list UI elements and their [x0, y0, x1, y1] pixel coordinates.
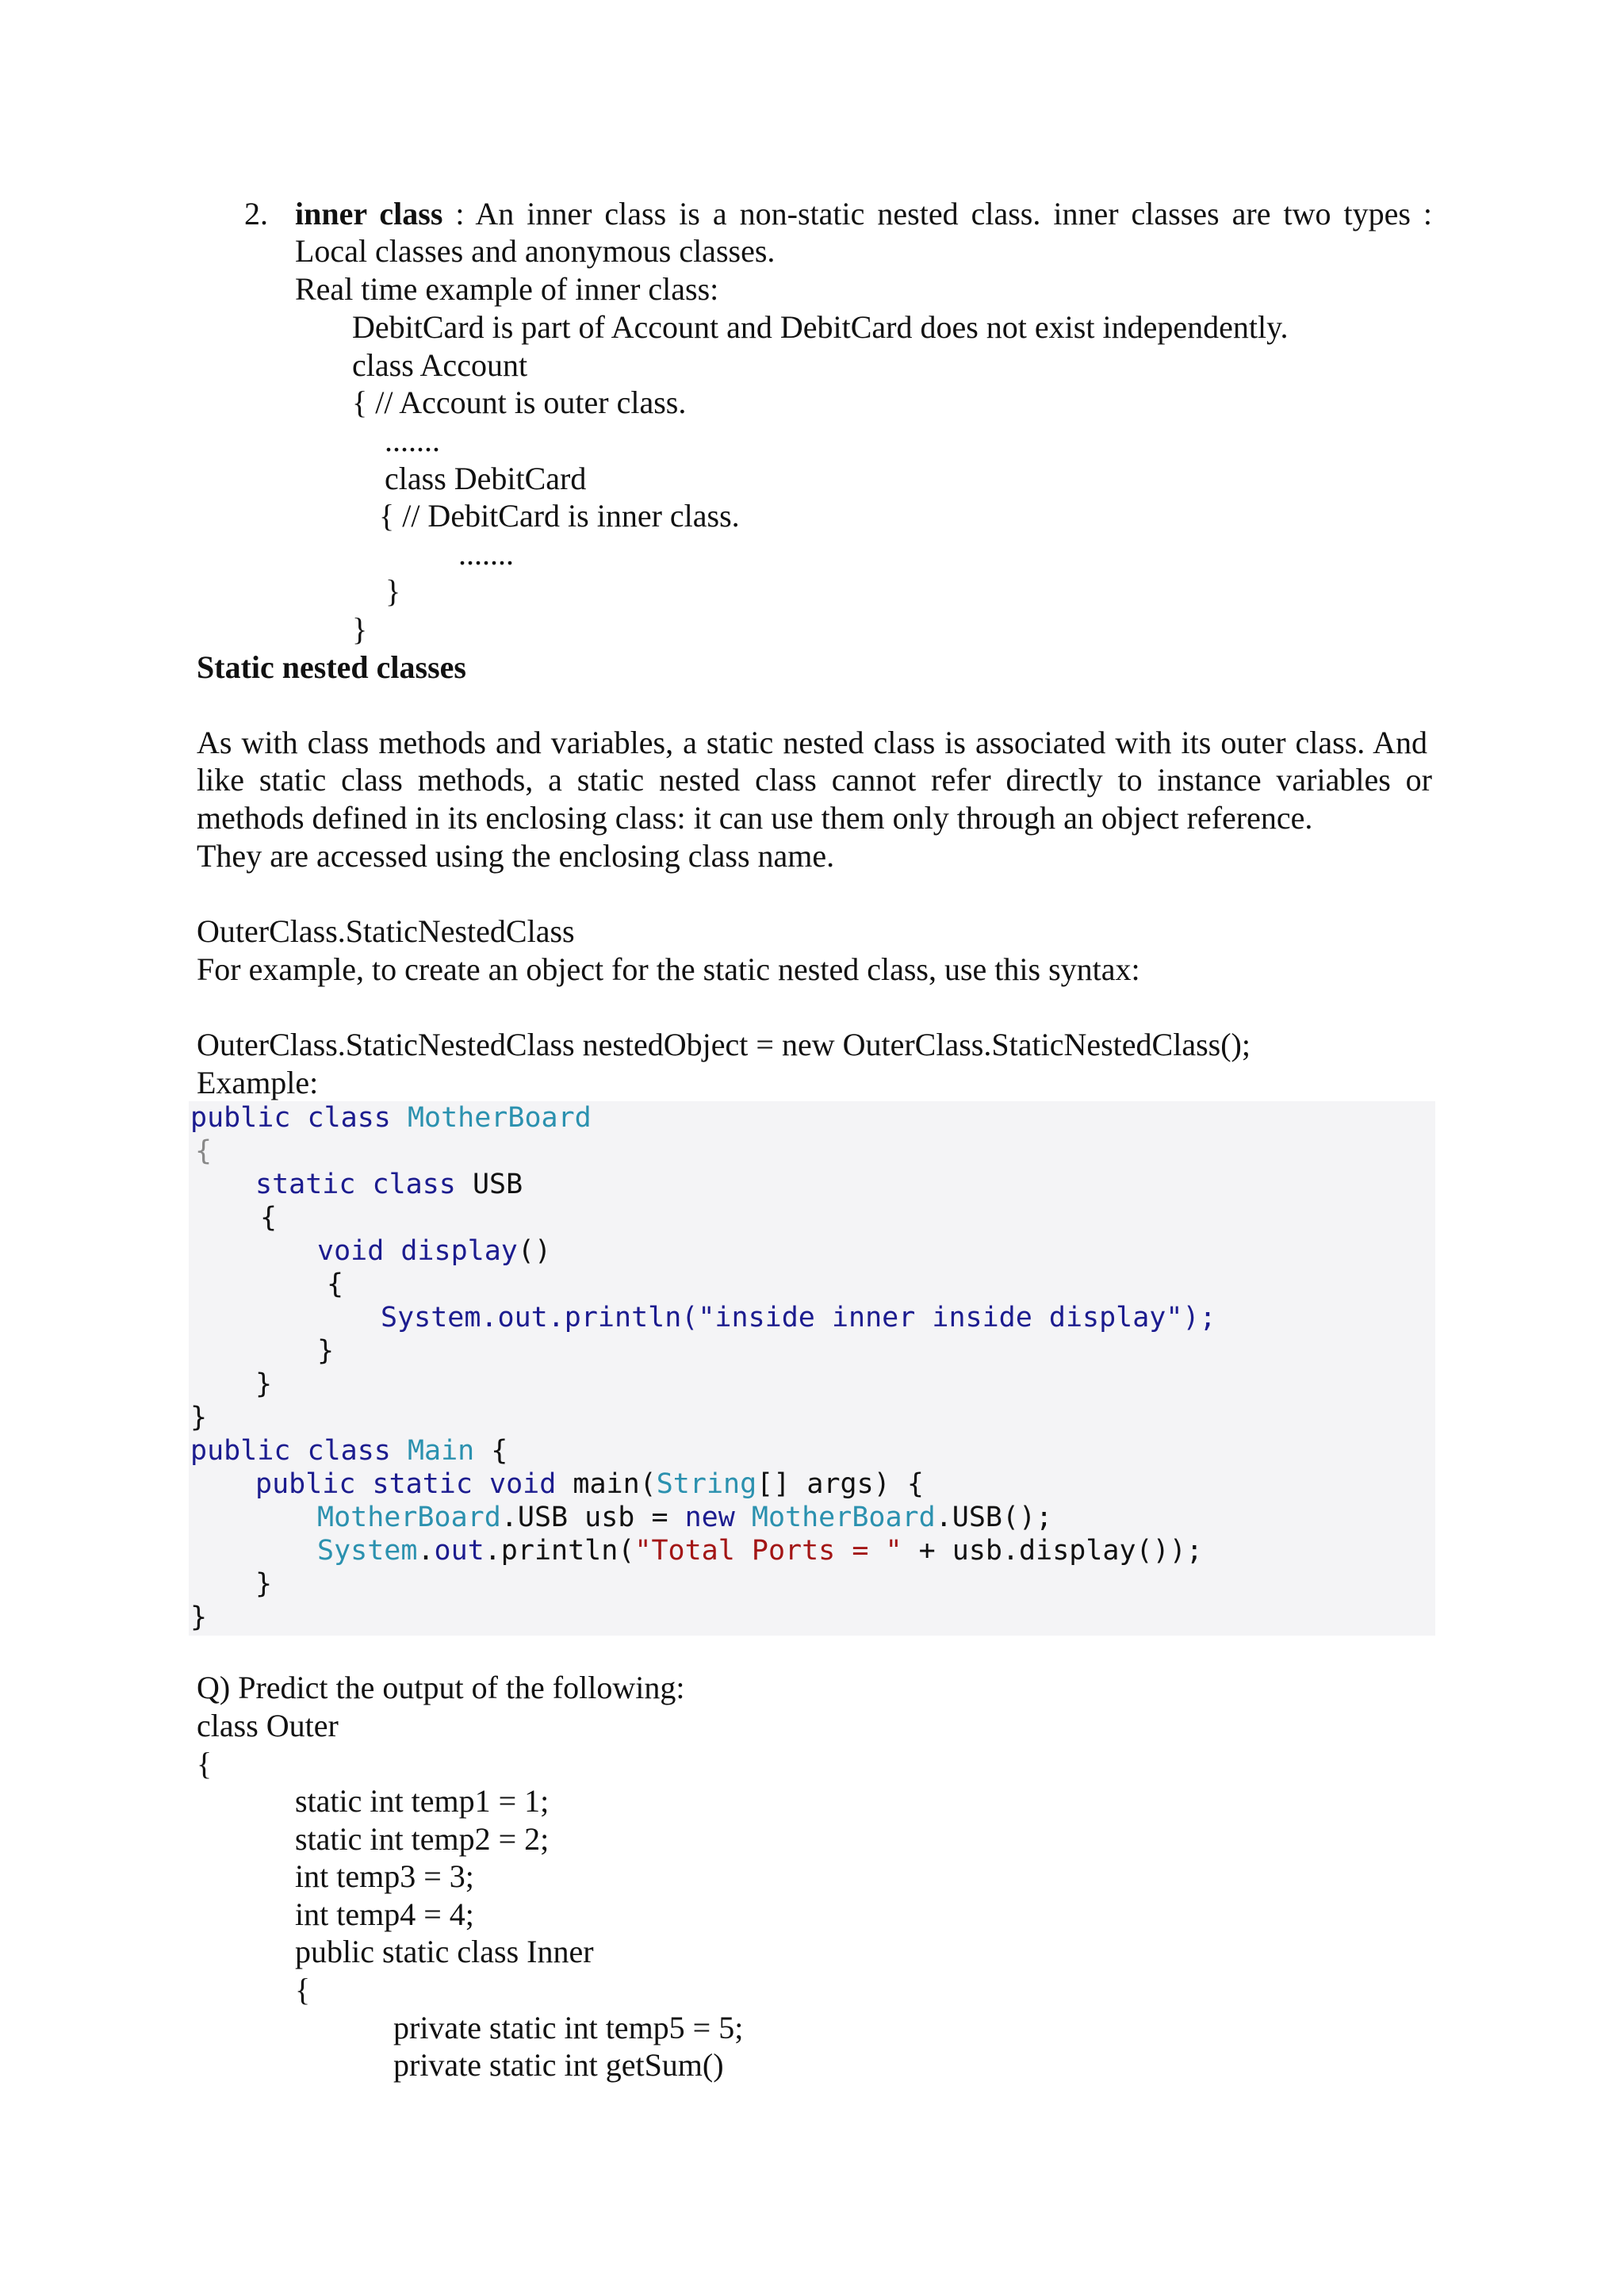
account-code-line: class Account [352, 347, 528, 383]
paragraph-line: As with class methods and variables, a static nested class is associated with its outer class. And [197, 725, 1427, 760]
example-label: Example: [197, 1065, 319, 1100]
account-code-line: ....... [385, 423, 440, 458]
question-code-line: int temp3 = 3; [295, 1858, 474, 1894]
paragraph-line: methods defined in its enclosing class: it can use them only through an object reference. [197, 800, 1313, 836]
code-line: } [190, 1601, 208, 1633]
question-code-line: private static int temp5 = 5; [393, 2010, 744, 2045]
code-line: public class MotherBoard [190, 1102, 592, 1134]
question-code-line: static int temp2 = 2; [295, 1821, 550, 1857]
inner-class-line-3: Real time example of inner class: [295, 271, 719, 307]
inner-class-line-2: Local classes and anonymous classes. [295, 233, 776, 269]
question-code-line: private static int getSum() [393, 2047, 724, 2083]
code-line: static class USB [255, 1169, 523, 1200]
question-code-line: class Outer [197, 1708, 339, 1743]
inner-class-definition: : An inner class is a non-static nested class. inner classes are two types : [455, 196, 1433, 232]
code-line: } [317, 1335, 335, 1367]
question-code-line: { [197, 1746, 213, 1781]
code-line: System.out.println("inside inner inside display"); [381, 1302, 1216, 1334]
syntax-line: OuterClass.StaticNestedClass nestedObject = new OuterClass.StaticNestedClass(); [197, 1027, 1251, 1062]
code-line: { [260, 1202, 278, 1234]
code-line: MotherBoard.USB usb = new MotherBoard.USB(); [317, 1502, 1053, 1533]
syntax-line: OuterClass.StaticNestedClass [197, 913, 575, 949]
account-code-line: { // DebitCard is inner class. [379, 498, 740, 534]
account-code-line: ....... [458, 536, 514, 572]
paragraph-line: like static class methods, a static nested class cannot refer directly to instance variables or [197, 762, 1432, 798]
question-prompt: Q) Predict the output of the following: [197, 1670, 685, 1705]
code-line: System.out.println("Total Ports = " + usb.display()); [317, 1535, 1203, 1567]
question-code-line: int temp4 = 4; [295, 1896, 474, 1932]
list-number: 2. [244, 196, 268, 232]
account-code-line: { // Account is outer class. [352, 385, 687, 420]
paragraph-line: They are accessed using the enclosing class name. [197, 838, 835, 874]
code-line: } [190, 1402, 208, 1433]
account-code-line: } [352, 611, 368, 647]
question-code-line: static int temp1 = 1; [295, 1783, 550, 1819]
code-line: { [195, 1135, 213, 1167]
question-code-line: { [295, 1972, 311, 2007]
inner-class-line-1 [295, 195, 1432, 233]
code-line: void display() [317, 1235, 552, 1267]
paragraph-line: For example, to create an object for the static nested class, use this syntax: [197, 951, 1140, 987]
code-line: } [255, 1568, 273, 1600]
question-code-line: public static class Inner [295, 1934, 594, 1969]
account-code-line: } [385, 573, 401, 609]
account-code-line: class DebitCard [385, 461, 587, 496]
inner-class-line-4: DebitCard is part of Account and DebitCard does not exist independently. [352, 309, 1289, 345]
code-line: public class Main { [190, 1435, 508, 1467]
section-heading: Static nested classes [197, 649, 466, 685]
inner-class-term: inner class [295, 196, 443, 232]
code-line: } [255, 1368, 273, 1400]
code-line: { [327, 1269, 344, 1300]
code-line: public static void main(String[] args) { [255, 1468, 924, 1500]
